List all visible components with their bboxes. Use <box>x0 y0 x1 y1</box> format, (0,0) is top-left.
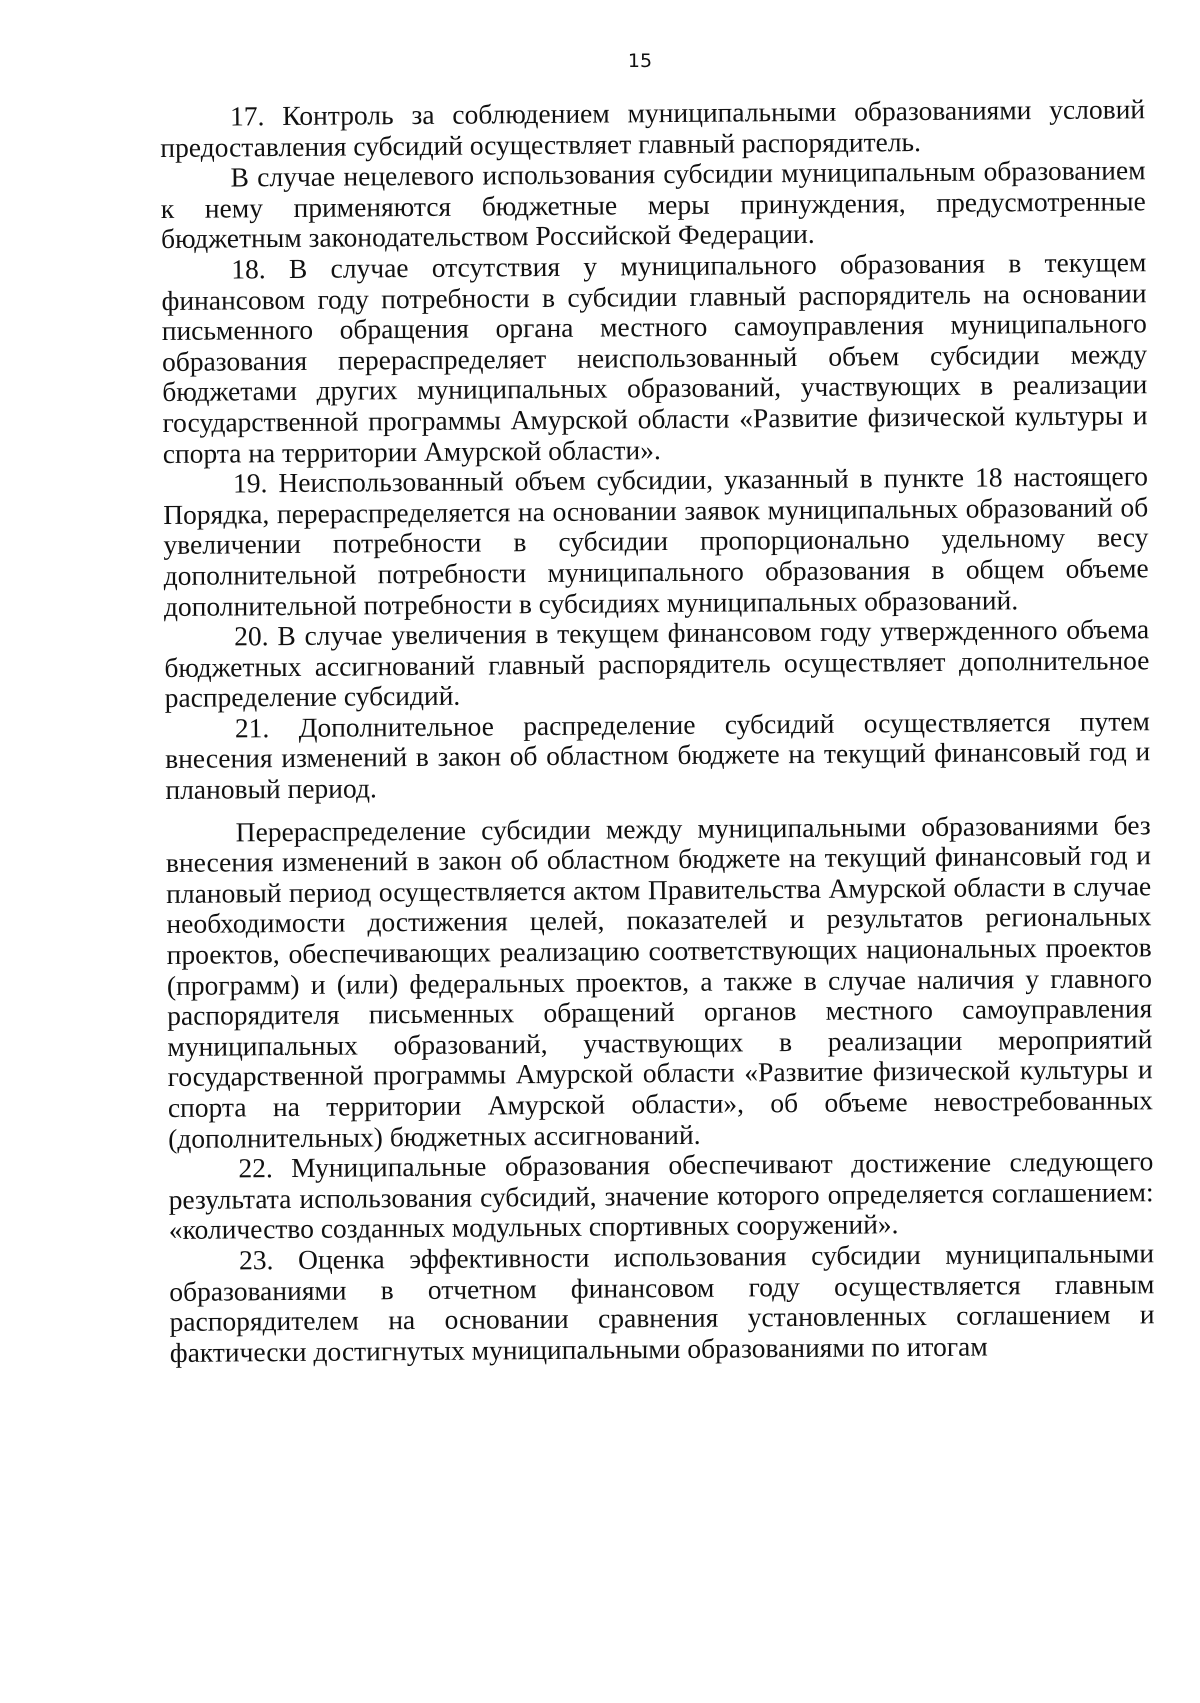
page-number: 15 <box>627 50 653 72</box>
paragraph-21-redistribution: Перераспределение субсидии между муниципальными образованиями без внесения изменений в закон об областном бюджете на текущий финансовый год и плановый период осуществляется актом Правительства Амурской области в случае необходимости достижения целей, показателей и результатов региональных проектов, обеспечивающих реализацию соответствующих национальных проектов (программ) и (или) федеральных проектов, а также в случае наличия у главного распорядителя письменных обращений органов местного самоуправления муниципальных образований, участвующих в реализации мероприятий государственной программы Амурской области «Развитие физической культуры и спорта на территории Амурской области», об объеме невостребованных (дополнительных) бюджетных ассигнований. <box>165 808 1153 1154</box>
paragraph-19: 19. Неиспользованный объем субсидии, указанный в пункте 18 настоящего Порядка, перераспределяется на основании заявок муниципальных образований об увеличении потребности в субсидии пропорционально удельному весу дополнительной потребности муниципального образования в общем объеме дополнительной потребности в субсидиях муниципальных образований. <box>163 460 1149 622</box>
paragraph-20: 20. В случае увеличения в текущем финансовом году утвержденного объема бюджетных ассигнований главный распорядитель осуществляет дополнительное распределение субсидий. <box>164 613 1150 714</box>
document-body <box>160 94 1155 1368</box>
paragraph-17-misuse: В случае нецелевого использования субсидии муниципальным образованием к нему применяются бюджетные меры принуждения, предусмотренные бюджетным законодательством Российской Федерации. <box>160 154 1146 255</box>
paragraph-18: 18. В случае отсутствия у муниципального образования в текущем финансовом году потребности в субсидии главный распорядитель на основании письменного обращения органа местного самоуправления муниципального образования перераспределяет неиспользованный объем субсидии между бюджетами других муниципальных образований, участвующих в реализации государственной программы Амурской области «Развитие физической культуры и спорта на территории Амурской области». <box>161 246 1148 469</box>
paragraph-21: 21. Дополнительное распределение субсидий осуществляется путем внесения изменений в закон об областном бюджете на текущий финансовый год и плановый период. <box>165 705 1151 806</box>
paragraph-22: 22. Муниципальные образования обеспечивают достижение следующего результата использования субсидий, значение которого определяется соглашением: «количество созданных модульных спортивных сооружений». <box>168 1145 1154 1246</box>
paragraph-23: 23. Оценка эффективности использования субсидии муниципальными образованиями в отчетном финансовом году осуществляется главным распорядителем на основании сравнения установленных соглашением и фактически достигнутых муниципальными образованиями по итогам <box>169 1237 1155 1368</box>
paragraph-17: 17. Контроль за соблюдением муниципальными образованиями условий предоставления субсидий осуществляет главный распорядитель. <box>160 93 1146 163</box>
